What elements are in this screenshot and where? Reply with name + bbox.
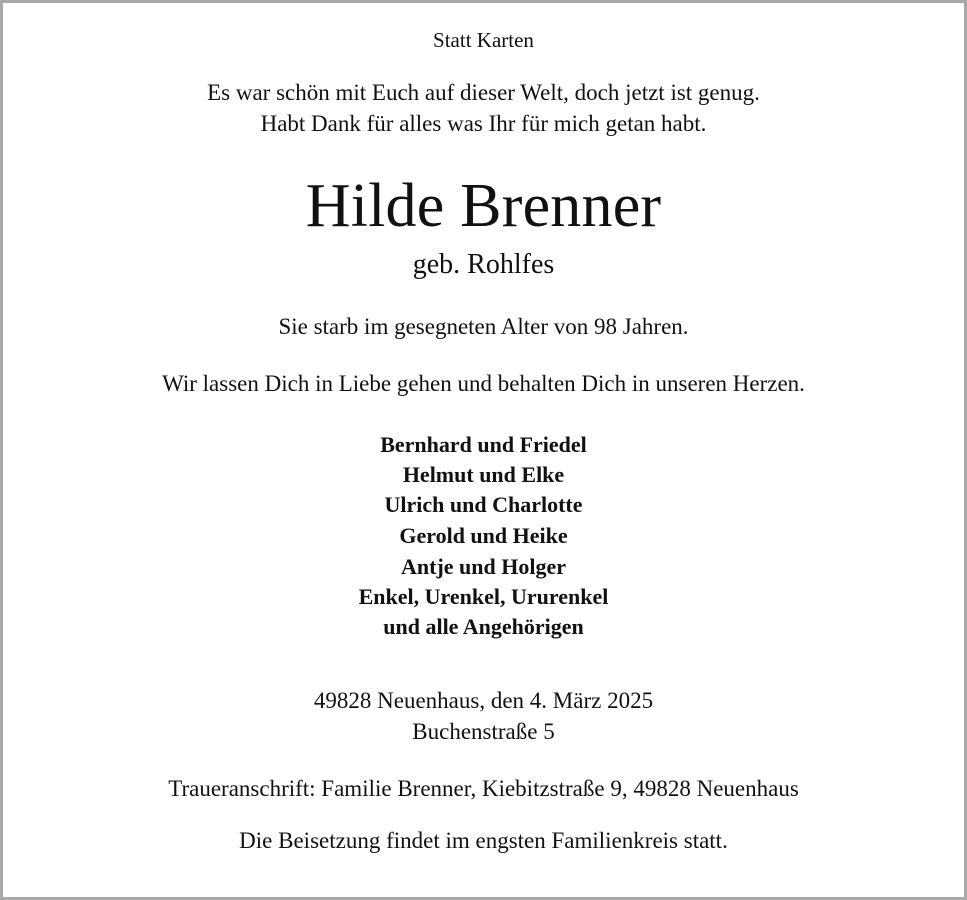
family-member-line: und alle Angehörigen <box>383 614 584 639</box>
age-statement: Sie starb im gesegneten Alter von 98 Jahren. <box>278 314 689 339</box>
family-member-line: Gerold und Heike <box>399 523 568 548</box>
family-member-line: Enkel, Urenkel, Ururenkel <box>358 584 609 609</box>
street-address: Buchenstraße 5 <box>412 719 555 744</box>
mourning-address: Traueranschrift: Familie Brenner, Kiebitzstraße 9, 49828 Neuenhaus <box>168 776 799 801</box>
birth-name: geb. Rohlfes <box>412 249 555 280</box>
deceased-name: Hilde Brenner <box>305 172 662 240</box>
family-member-line: Ulrich und Charlotte <box>384 492 583 517</box>
family-member-line: Antje und Holger <box>401 554 566 579</box>
place-date: 49828 Neuenhaus, den 4. März 2025 <box>313 688 654 713</box>
farewell-text: Wir lassen Dich in Liebe gehen und behalten Dich in unseren Herzen. <box>162 371 805 396</box>
burial-note: Die Beisetzung findet im engsten Familienkreis statt. <box>239 828 728 853</box>
verse-line-1: Es war schön mit Euch auf dieser Welt, doch jetzt ist genug. <box>207 80 760 105</box>
verse-line-2: Habt Dank für alles was Ihr für mich getan habt. <box>260 111 707 136</box>
statt-karten-text: Statt Karten <box>433 28 534 52</box>
family-member-line: Helmut und Elke <box>402 462 565 487</box>
family-member-line: Bernhard und Friedel <box>380 432 587 457</box>
